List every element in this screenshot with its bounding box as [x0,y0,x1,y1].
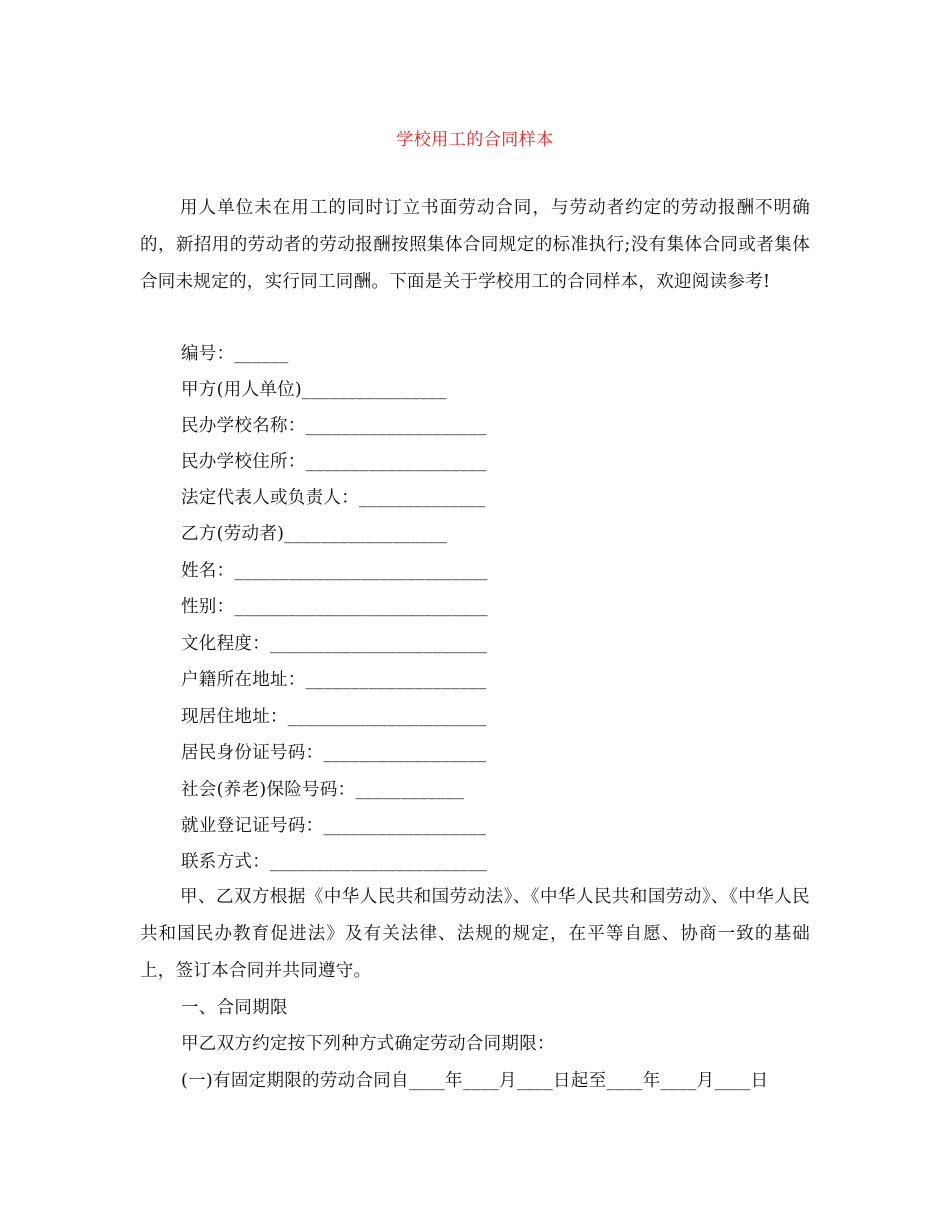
field-name: 姓名：____________________________ [181,561,488,581]
field-school-address: 民办学校住所：____________________ [181,452,487,472]
clause-1: (一)有固定期限的劳动合同自____年____月____日起至____年____月____日 [181,1071,769,1091]
field-party-b: 乙方(劳动者)__________________ [181,524,448,544]
field-education: 文化程度：________________________ [181,634,488,654]
field-party-a: 甲方(用人单位)________________ [181,380,447,400]
basis-paragraph: 甲、乙双方根据《中华人民共和国劳动法》、《中华人民共和国劳动》、《中华人民共和国民办教育促进法》及有关法律、法规的规定，在平等自愿、协商一致的基础上，签订本合同并共同遵守。 [140,887,810,981]
section-1-text: 甲乙双方约定按下列种方式确定劳动合同期限： [181,1034,555,1054]
field-school-name: 民办学校名称：____________________ [181,416,487,436]
intro-paragraph: 用人单位未在用工的同时订立书面劳动合同，与劳动者约定的劳动报酬不明确的，新招用的劳动者的劳动报酬按照集体合同规定的标准执行;没有集体合同或者集体合同未规定的，实行同工同酬。下面是关于学校用工的合同样本，欢迎阅读参考! [140,198,810,292]
field-current-address: 现居住地址：______________________ [181,707,487,727]
field-number: 编号：______ [181,344,289,364]
field-household-address: 户籍所在地址：____________________ [181,670,487,690]
field-insurance-number: 社会(养老)保险号码：____________ [181,780,465,800]
field-legal-representative: 法定代表人或负责人：______________ [181,488,486,508]
field-gender: 性别：____________________________ [181,597,488,617]
field-contact: 联系方式：________________________ [181,852,488,872]
document-title: 学校用工的合同样本 [396,130,554,150]
field-id-number: 居民身份证号码：__________________ [181,743,487,763]
section-1-heading: 一、合同期限 [181,998,288,1018]
field-employment-number: 就业登记证号码：__________________ [181,816,487,836]
